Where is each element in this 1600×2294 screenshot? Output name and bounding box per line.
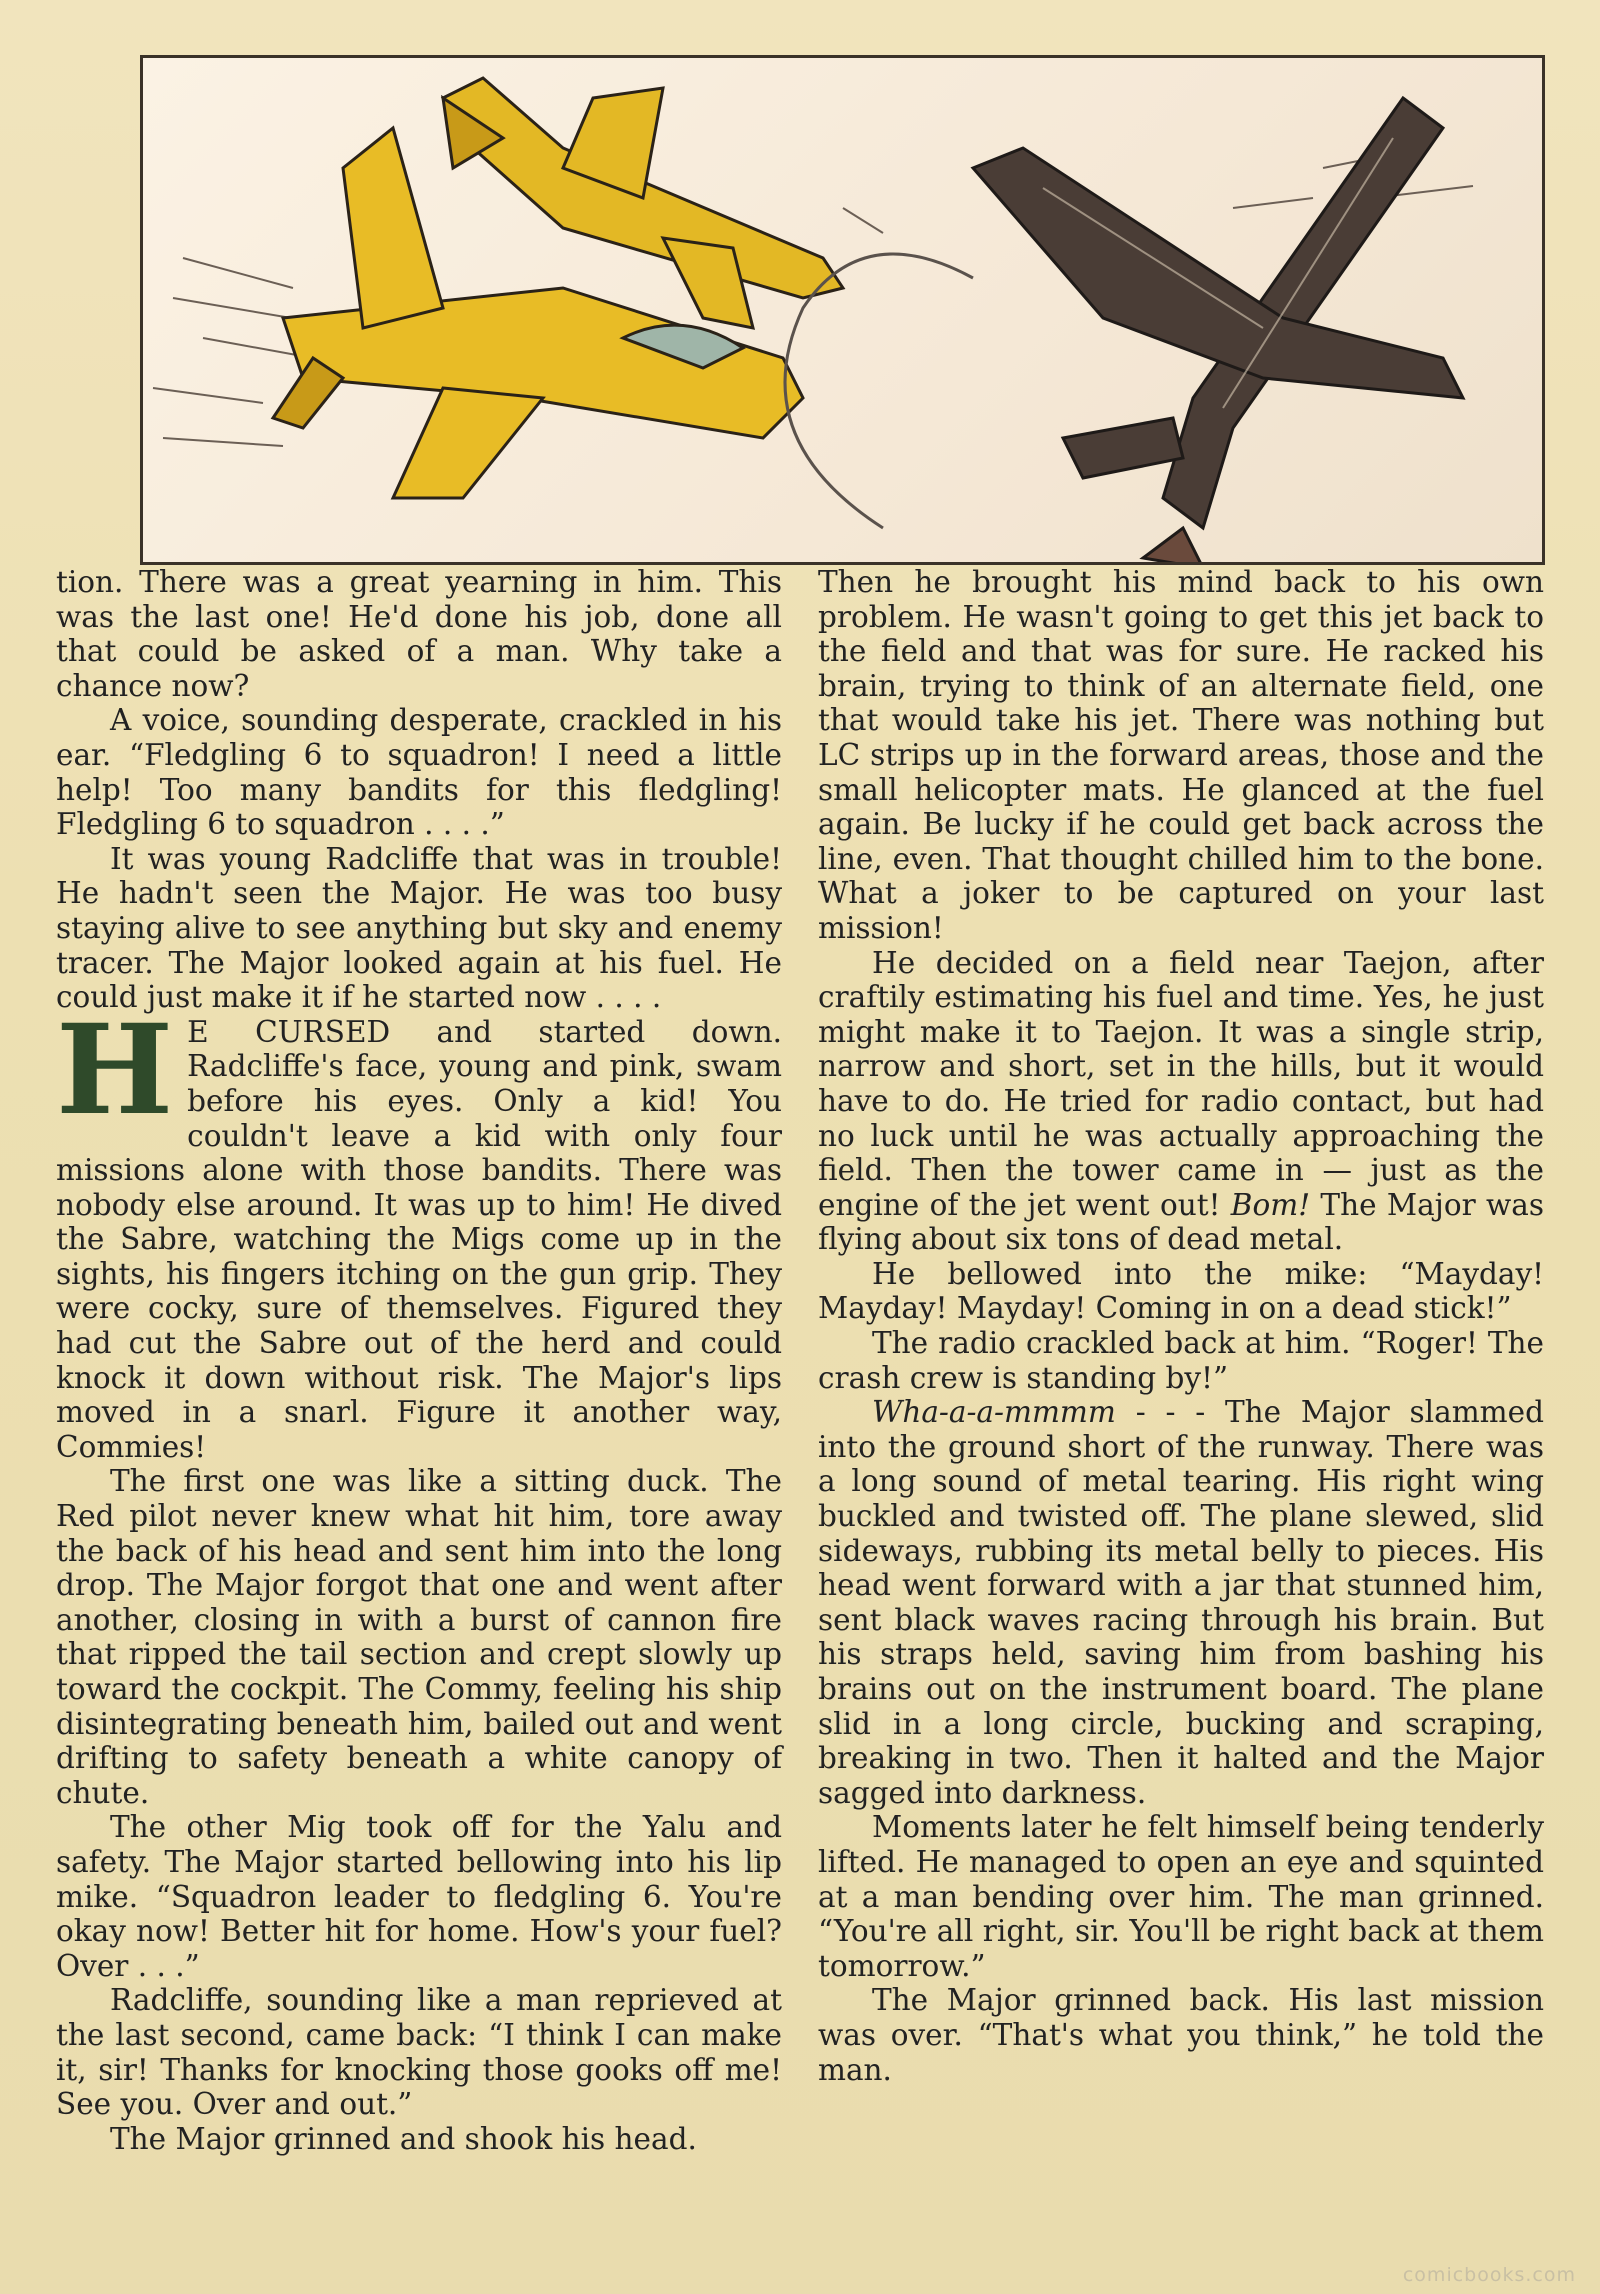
paragraph: The Major grinned and shook his head. (110, 2121, 697, 2156)
left-text-column (56, 565, 782, 2156)
paragraph-body: The Major was flying about six tons of dead metal. (818, 1187, 1545, 1257)
jet-dogfight-illustration (143, 58, 1545, 565)
paragraph: Moments later he felt himself being tenderly lifted. He managed to open an eye and squinted at a man bending over him. The man grinned. “You're all right, sir. You'll be right back at them tomorrow.” (818, 1810, 1544, 1983)
paragraph: The Major grinned back. His last mission was over. “That's what you think,” he told the man. (818, 1983, 1544, 2087)
paragraph: Radcliffe, sounding like a man reprieved at the last second, came back: “I think I can make it, sir! Thanks for knocking those gooks off me! See you. Over and out.” (56, 1983, 782, 2122)
paragraph (818, 946, 1544, 1257)
sound-effect-text: Wha-a-a-mmmm (872, 1395, 1116, 1430)
paragraph: A voice, sounding desperate, crackled in his ear. “Fledgling 6 to squadron! I need a little help! Too many bandits for this fledgling! Fledgling 6 to squadron . . . .” (56, 703, 782, 842)
sound-effect-text: Bom! (1230, 1187, 1311, 1222)
paragraph: The radio crackled back at him. “Roger! The crash crew is standing by!” (818, 1326, 1544, 1395)
illustration-panel (140, 55, 1545, 565)
right-text-column (818, 565, 1544, 2087)
paragraph (818, 1395, 1544, 1810)
lead-in-text: E CURSED (187, 1014, 391, 1049)
paragraph: Then he brought his mind back to his own problem. He wasn't going to get this jet back to the field and that was for sure. He racked his brain, trying to think of an alternate field, one that would take his jet. There was nothing but LC strips up in the forward areas, those and the small helicopter mats. He glanced at the fuel again. Be lucky if he could get back across the line, even. That thought chilled him to the bone. What a joker to be captured on your last mission! (818, 565, 1544, 945)
paragraph: It was young Radcliffe that was in trouble! He hadn't seen the Major. He was too busy staying alive to see anything but sky and enemy tracer. The Major looked again at his fuel. He could just make it if he started now . . . . (56, 841, 782, 1015)
paragraph-body: He decided on a field near Taejon, after craftily estimating his fuel and time. Yes, he just might make it to Taejon. It was a single strip, narrow and short, set in the hills, but it would have to do. He tried for radio contact, but had no luck until he was actually approaching the field. Then the tower came in — just as the engine of the jet went out! (818, 945, 1544, 1222)
paragraph: He bellowed into the mike: “Mayday! Mayday! Mayday! Coming in on a dead stick!” (818, 1256, 1544, 1326)
watermark: comicbooks.com (1402, 2264, 1576, 2286)
paragraph: The first one was like a sitting duck. The Red pilot never knew what hit him, tore away the back of his head and sent him into the long drop. The Major forgot that one and went after another, closing in with a burst of cannon fire that ripped the tail section and crept slowly up toward the cockpit. The Commy, feeling his ship disintegrating beneath him, bailed out and went drifting to safety beneath a white canopy of chute. (56, 1464, 782, 1810)
paragraph-body: - - - The Major slammed into the ground short of the runway. There was a long sound of metal tearing. His right wing buckled and twisted off. The plane slewed, slid sideways, rubbing its metal belly to pieces. His head went forward with a jar that stunned him, sent black waves racing through his brain. But his straps held, saving him from bashing his brains out on the instrument board. The plane slid in a long circle, bucking and scraping, breaking in two. Then it halted and the Major sagged into darkness. (818, 1395, 1544, 1810)
dropcap-letter: H (56, 997, 174, 1143)
dropcap-paragraph (56, 997, 782, 1465)
paragraph: The other Mig took off for the Yalu and safety. The Major started bellowing into his lip mike. “Squadron leader to fledgling 6. You're okay now! Better hit for home. How's your fuel? Over . . .” (56, 1810, 782, 1983)
paragraph-body: and started down. Radcliffe's face, young and pink, swam before his eyes. Only a kid! You couldn't leave a kid with only four missions alone with those bandits. There was nobody else around. It was up to him! He dived the Sabre, watching the Migs come up in the sights, his fingers itching on the gun grip. They were cocky, sure of themselves. Figured they had cut the Sabre out of the herd and could knock it down without risk. The Major's lips moved in a snarl. Figure it another way, Commies! (56, 1014, 782, 1464)
paragraph: tion. There was a great yearning in him. This was the last one! He'd done his job, done all that could be asked of a man. Why take a chance now? (56, 565, 782, 703)
